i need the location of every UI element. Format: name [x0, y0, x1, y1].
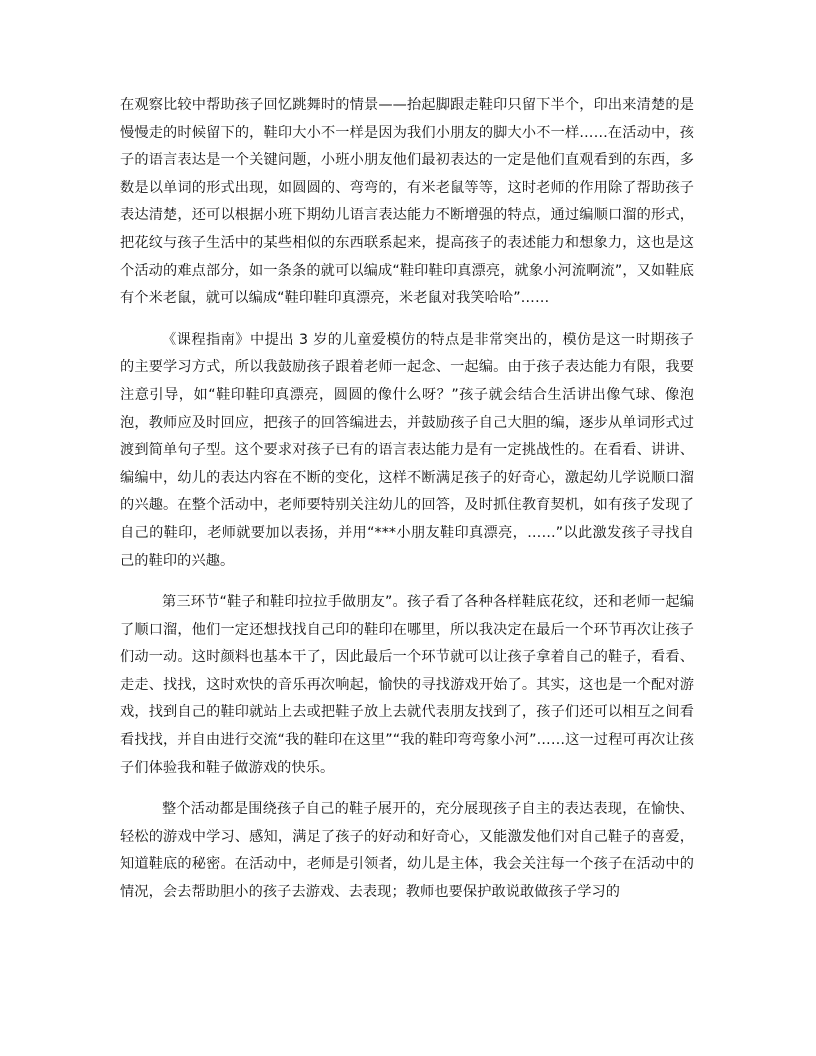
paragraph-4: 整个活动都是围绕孩子自己的鞋子展开的，充分展现孩子自主的表达表现，在愉快、轻松的游戏中学习、感知，满足了孩子的好动和好奇心，又能激发他们对自己鞋子的喜爱，知道鞋底的秘密。在活动中，老师是引领者，幼儿是主体，我会关注每一个孩子在活动中的情况，会去帮助胆小的孩子去游戏、去表现；教师也要保护敢说敢做孩子学习的: [120, 801, 694, 901]
paragraph-3: 第三环节“鞋子和鞋印拉拉手做朋友”。孩子看了各种各样鞋底花纹，还和老师一起编了顺口溜，他们一定还想找找自己印的鞋印在哪里，所以我决定在最后一个环节再次让孩子们动一动。这时颜料也基本干了，因此最后一个环节就可以让孩子拿着自己的鞋子，看看、走走、找找，这时欢快的音乐再次响起，愉快的寻找游戏开始了。其实，这也是一个配对游戏，找到自己的鞋印就站上去或把鞋子放上去就代表朋友找到了，孩子们还可以相互之间看看找找，并自由进行交流“我的鞋印在这里”“我的鞋印弯弯象小河”……这一过程可再次让孩子们体验我和鞋子做游戏的快乐。: [120, 594, 694, 776]
paragraph-1: 在观察比较中帮助孩子回忆跳舞时的情景——抬起脚跟走鞋印只留下半个，印出来清楚的是慢慢走的时候留下的，鞋印大小不一样是因为我们小朋友的脚大小不一样……在活动中，孩子的语言表达是一个关键问题，小班小朋友他们最初表达的一定是他们直观看到的东西，多数是以单词的形式出现，如圆圆的、弯弯的，有米老鼠等等，这时老师的作用除了帮助孩子表达清楚，还可以根据小班下期幼儿语言表达能力不断增强的特点，通过编顺口溜的形式，把花纹与孩子生活中的某些相似的东西联系起来，提高孩子的表述能力和想象力，这也是这个活动的难点部分，如一条条的就可以编成“鞋印鞋印真漂亮，就象小河流啊流”，又如鞋底有个米老鼠，就可以编成“鞋印鞋印真漂亮，米老鼠对我笑哈哈”……: [120, 97, 694, 307]
document-page: [120, 92, 694, 921]
paragraph-2: 《课程指南》中提出 3 岁的儿童爱模仿的特点是非常突出的，模仿是这一时期孩子的主要学习方式，所以我鼓励孩子跟着老师一起念、一起编。由于孩子表达能力有限，我要注意引导，如“鞋印鞋印真漂亮，圆圆的像什么呀？”孩子就会结合生活讲出像气球、像泡泡，教师应及时回应，把孩子的回答编进去，并鼓励孩子自己大胆的编，逐步从单词形式过渡到简单句子型。这个要求对孩子已有的语言表达能力是有一定挑战性的。在看看、讲讲、编编中，幼儿的表达内容在不断的变化，这样不断满足孩子的好奇心，激起幼儿学说顺口溜的兴趣。在整个活动中，老师要特别关注幼儿的回答，及时抓住教育契机，如有孩子发现了自己的鞋印，老师就要加以表扬，并用“***小朋友鞋印真漂亮，……”以此激发孩子寻找自己的鞋印的兴趣。: [120, 331, 694, 569]
